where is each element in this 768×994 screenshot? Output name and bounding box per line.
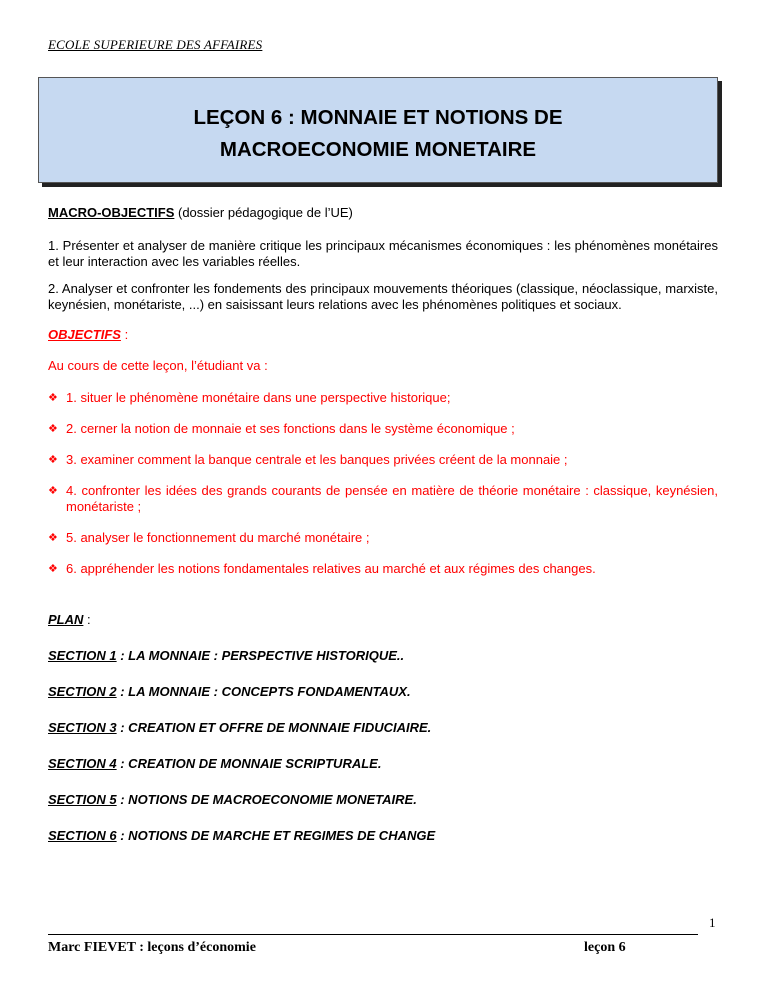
list-item: ❖ 4. confronter les idées des grands courants de pensée en matière de théorie monétaire : classique, keynésien, monétariste ; bbox=[48, 483, 718, 514]
macro-objectif-item: 2. Analyser et confronter les fondements des principaux mouvements théoriques (classique, néoclassique, marxiste, keynésien, monétariste, ...) en saisissant leurs relations avec les phénomènes politiques et sociaux. bbox=[48, 281, 718, 312]
lesson-title-line1: LEÇON 6 : MONNAIE ET NOTIONS DE bbox=[193, 106, 563, 129]
page-number: 1 bbox=[709, 915, 716, 930]
diamond-bullet-icon: ❖ bbox=[48, 392, 58, 404]
macro-objectifs-label: MACRO-OBJECTIFS bbox=[48, 205, 175, 220]
diamond-bullet-icon: ❖ bbox=[48, 423, 58, 435]
diamond-bullet-icon: ❖ bbox=[48, 563, 58, 575]
diamond-bullet-icon: ❖ bbox=[48, 532, 58, 544]
list-item: ❖ 2. cerner la notion de monnaie et ses fonctions dans le système économique ; bbox=[48, 421, 515, 436]
plan-section-5: SECTION 5 : NOTIONS DE MACROECONOMIE MONETAIRE. bbox=[48, 792, 417, 807]
list-item: ❖ 3. examiner comment la banque centrale et les banques privées créent de la monnaie ; bbox=[48, 452, 568, 467]
header-school: ECOLE SUPERIEURE DES AFFAIRES bbox=[48, 37, 263, 52]
list-item: ❖ 5. analyser le fonctionnement du marché monétaire ; bbox=[48, 530, 370, 545]
plan-colon: : bbox=[83, 612, 91, 627]
plan-section-6: SECTION 6 : NOTIONS DE MARCHE ET REGIMES DE CHANGE bbox=[48, 828, 436, 843]
plan-section-1: SECTION 1 : LA MONNAIE : PERSPECTIVE HISTORIQUE.. bbox=[48, 648, 405, 663]
footer-author: Marc FIEVET : leçons d’économie bbox=[48, 940, 256, 955]
objectifs-label: OBJECTIFS bbox=[48, 327, 121, 342]
objectifs-colon: : bbox=[120, 327, 129, 342]
objectifs-intro: Au cours de cette leçon, l’étudiant va : bbox=[48, 358, 268, 373]
plan-section-3: SECTION 3 : CREATION ET OFFRE DE MONNAIE FIDUCIAIRE. bbox=[48, 720, 432, 735]
footer-lesson: leçon 6 bbox=[584, 940, 626, 955]
macro-objectif-item: 1. Présenter et analyser de manière critique les principaux mécanismes économiques : les phénomènes monétaires et leur interaction avec les variables réelles. bbox=[48, 238, 718, 269]
objectifs-heading bbox=[48, 327, 718, 343]
list-item: ❖ 1. situer le phénomène monétaire dans une perspective historique; bbox=[48, 390, 451, 405]
macro-objectifs-heading bbox=[48, 205, 718, 221]
footer-divider bbox=[48, 934, 698, 935]
list-item: ❖ 6. appréhender les notions fondamentales relatives au marché et aux régimes des changes. bbox=[48, 561, 596, 576]
lesson-content bbox=[48, 205, 718, 844]
diamond-bullet-icon: ❖ bbox=[48, 454, 58, 466]
diamond-bullet-icon: ❖ bbox=[48, 485, 58, 497]
lesson-title-line2: MACROECONOMIE MONETAIRE bbox=[219, 138, 537, 161]
plan-heading bbox=[48, 612, 718, 628]
plan-section-4: SECTION 4 : CREATION DE MONNAIE SCRIPTURALE. bbox=[48, 756, 382, 771]
macro-objectifs-note: (dossier pédagogique de l’UE) bbox=[174, 205, 353, 220]
plan-label: PLAN bbox=[48, 612, 84, 627]
objectifs-list bbox=[48, 390, 718, 577]
title-box bbox=[38, 77, 718, 183]
plan-section-2: SECTION 2 : LA MONNAIE : CONCEPTS FONDAMENTAUX. bbox=[48, 684, 411, 699]
